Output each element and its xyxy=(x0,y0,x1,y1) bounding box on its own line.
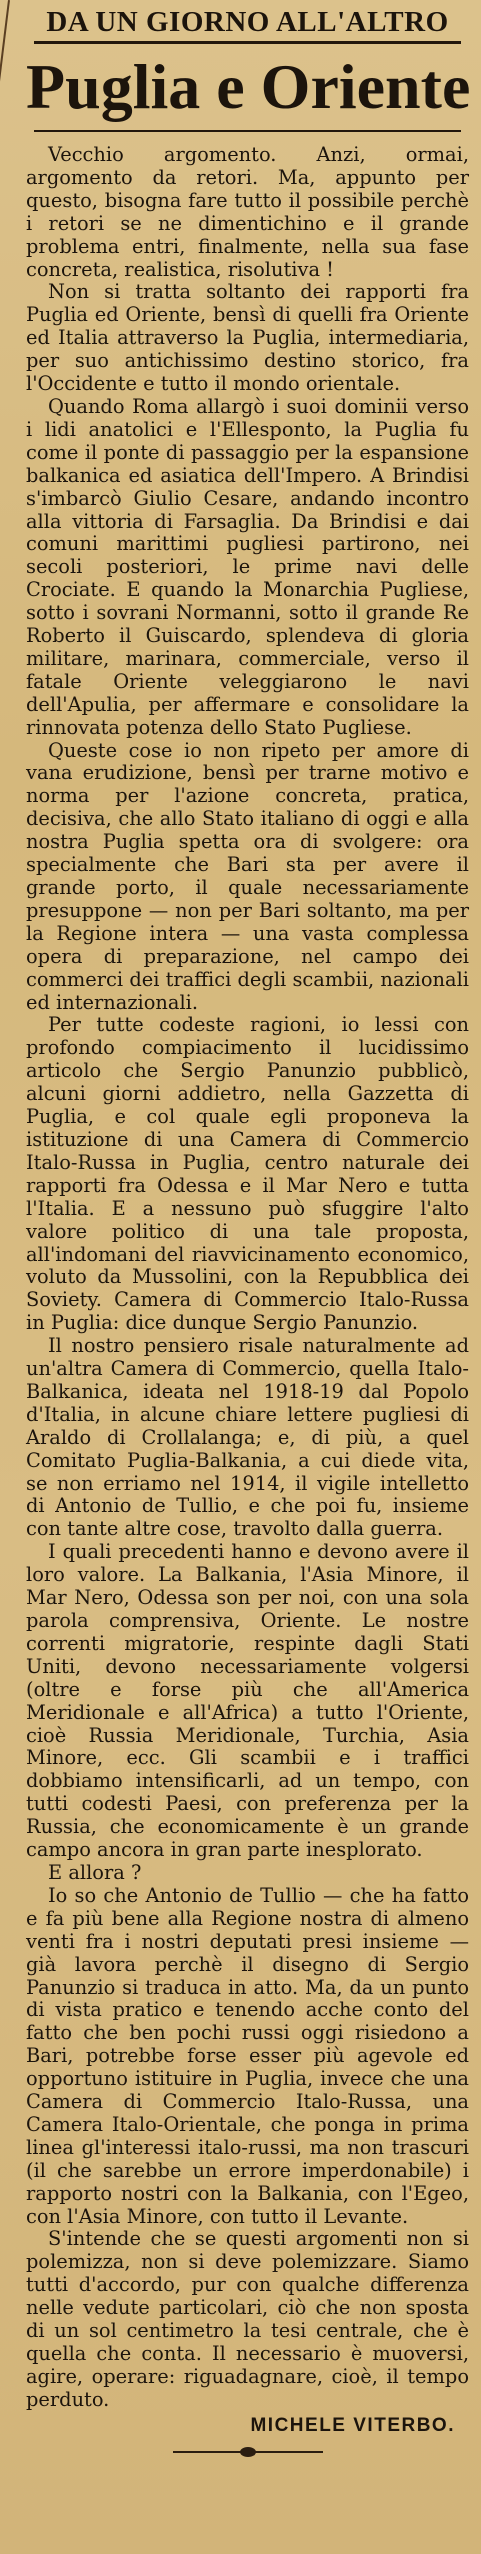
end-ornament xyxy=(173,2447,323,2457)
paragraph: E allora ? xyxy=(48,1860,142,1884)
headline-rule xyxy=(34,130,461,132)
paragraph: Io so che Antonio de Tullio — che ha fatto e fa più bene alla Regione nostra di almeno venti fra i nostri deputati presi insieme — già lavora perchè il disegno di Sergio Panunzio si traduca in atto. Ma, da un punto di vista pratico e tenendo acche conto del fatto che ben pochi russi oggi risiedono a Bari, potrebbe forse esser più agevole ed opportuno istituire in Puglia, invece che una Camera di Commercio Italo-Russa, una Camera Italo-Orientale, che ponga in prima linea gl'interessi italo-russi, ma non trascuri (il che sarebbe un errore imperdonabile) i rapporto nostri con la Balkania, con l'Egeo, con l'Asia Minore, con tutto il Levante. xyxy=(26,1883,469,2228)
headline: Puglia e Oriente xyxy=(26,51,471,122)
paragraph: I quali precedenti hanno e devono avere il loro valore. La Balkania, l'Asia Minore, il Mar Nero, Odessa son per noi, con una sola parola comprensiva, Oriente. Le nostre correnti migratorie, respinte dagli Stati Uniti, devono necessariamente volgersi (oltre e forse più che all'America Meridionale e all'Africa) a tutto l'Oriente, cioè Russia Meridionale, Turchia, Asia Minore, ecc. Gli scambii e i traffici dobbiamo intensificarli, ad un tempo, con tutti codesti Paesi, con preferenza per la Russia, che economicamente è un grande campo ancora in gran parte inesplorato. xyxy=(26,1540,469,1862)
paragraph: S'intende che se questi argomenti non si polemizza, non si deve polemizzare. Siamo tutti d'accordo, pur con qualche differenza nelle vedute particolari, ciò che non sposta di un sol centimetro la tesi centrale, che è quella che conta. Il necessario è muoversi, agire, operare: riguadagnare, cioè, il tempo perduto. xyxy=(26,2227,469,2411)
torn-edge-line xyxy=(0,0,10,169)
end-ornament-dot xyxy=(240,2447,256,2457)
paragraph: Quando Roma allargò i suoi dominii verso i lidi anatolici e l'Ellesponto, la Puglia fu come il ponte di passaggio per la espansione balkanica ed asiatica dell'Impero. A Brindisi s'imbarcò Giulio Cesare, andando incontro alla vittoria di Farsaglia. Da Brindisi e dai comuni marittimi pugliesi partirono, nei secoli posteriori, le prime navi delle Crociate. E quando la Monarchia Pugliese, sotto i sovrani Normanni, sotto il grande Re Roberto il Guiscardo, splendeva di gloria militare, marinara, commerciale, verso il fatale Oriente veleggiarono le navi dell'Apulia, per affermare e consolidare la rinnovata potenza dello Stato Pugliese. xyxy=(26,394,469,739)
paragraph: Non si tratta soltanto dei rapporti fra Puglia ed Oriente, bensì di quelli fra Oriente ed Italia attraverso la Puglia, intermediaria, per suo antichissimo destino storico, fra l'Occidente e tutto il mondo orientale. xyxy=(26,280,469,396)
paragraph: Vecchio argomento. Anzi, ormai, argomento da retori. Ma, appunto per questo, bisogna fare tutto il possibile perchè i retori se ne dimentichino e il grande problema entri, finalmente, nella sua fase concreta, realistica, risolutiva ! xyxy=(26,143,469,281)
article-body xyxy=(26,144,469,2412)
author-signature: MICHELE VITERBO. xyxy=(250,2414,455,2436)
paragraph: Il nostro pensiero risale naturalmente ad un'altra Camera di Commercio, quella Italo-Balkanica, ideata nel 1918-19 dal Popolo d'Italia, in alcune chiare lettere pugliesi di Araldo di Crollalanga; e, di più, a quel Comitato Puglia-Balkania, a cui diede vita, se non erriamo nel 1914, il vigile intelletto di Antonio de Tullio, e che poi fu, insieme con tante altre cose, travolto dalla guerra. xyxy=(26,1334,469,1541)
paragraph: Queste cose io non ripeto per amore di vana erudizione, bensì per trarne motivo e norma per l'azione concreta, pratica, decisiva, che allo Stato italiano di oggi e alla nostra Puglia spetta ora di svolgere: ora specialmente che Bari sta per avere il grande porto, il quale necessariamente presuppone — non per Bari soltanto, ma per la Regione intera — una vasta complessa opera di preparazione, nel campo dei commerci dei traffici degli scambii, nazionali ed internazionali. xyxy=(26,738,469,1014)
paragraph: Per tutte codeste ragioni, io lessi con profondo compiacimento il lucidissimo articolo che Sergio Panunzio pubblicò, alcuni giorni addietro, nella Gazzetta di Puglia, e col quale egli proponeva la istituzione di una Camera di Commercio Italo-Russa in Puglia, centro naturale dei rapporti fra Odessa e il Mar Nero e tutta l'Italia. E a nessuno può sfuggire l'alto valore politico di una tale proposta, all'indomani del riavvicinamento economico, voluto da Mussolini, con la Repubblica dei Soviety. Camera di Commercio Italo-Russa in Puglia: dice dunque Sergio Panunzio. xyxy=(26,1013,469,1335)
section-heading: DA UN GIORNO ALL'ALTRO xyxy=(46,6,449,38)
